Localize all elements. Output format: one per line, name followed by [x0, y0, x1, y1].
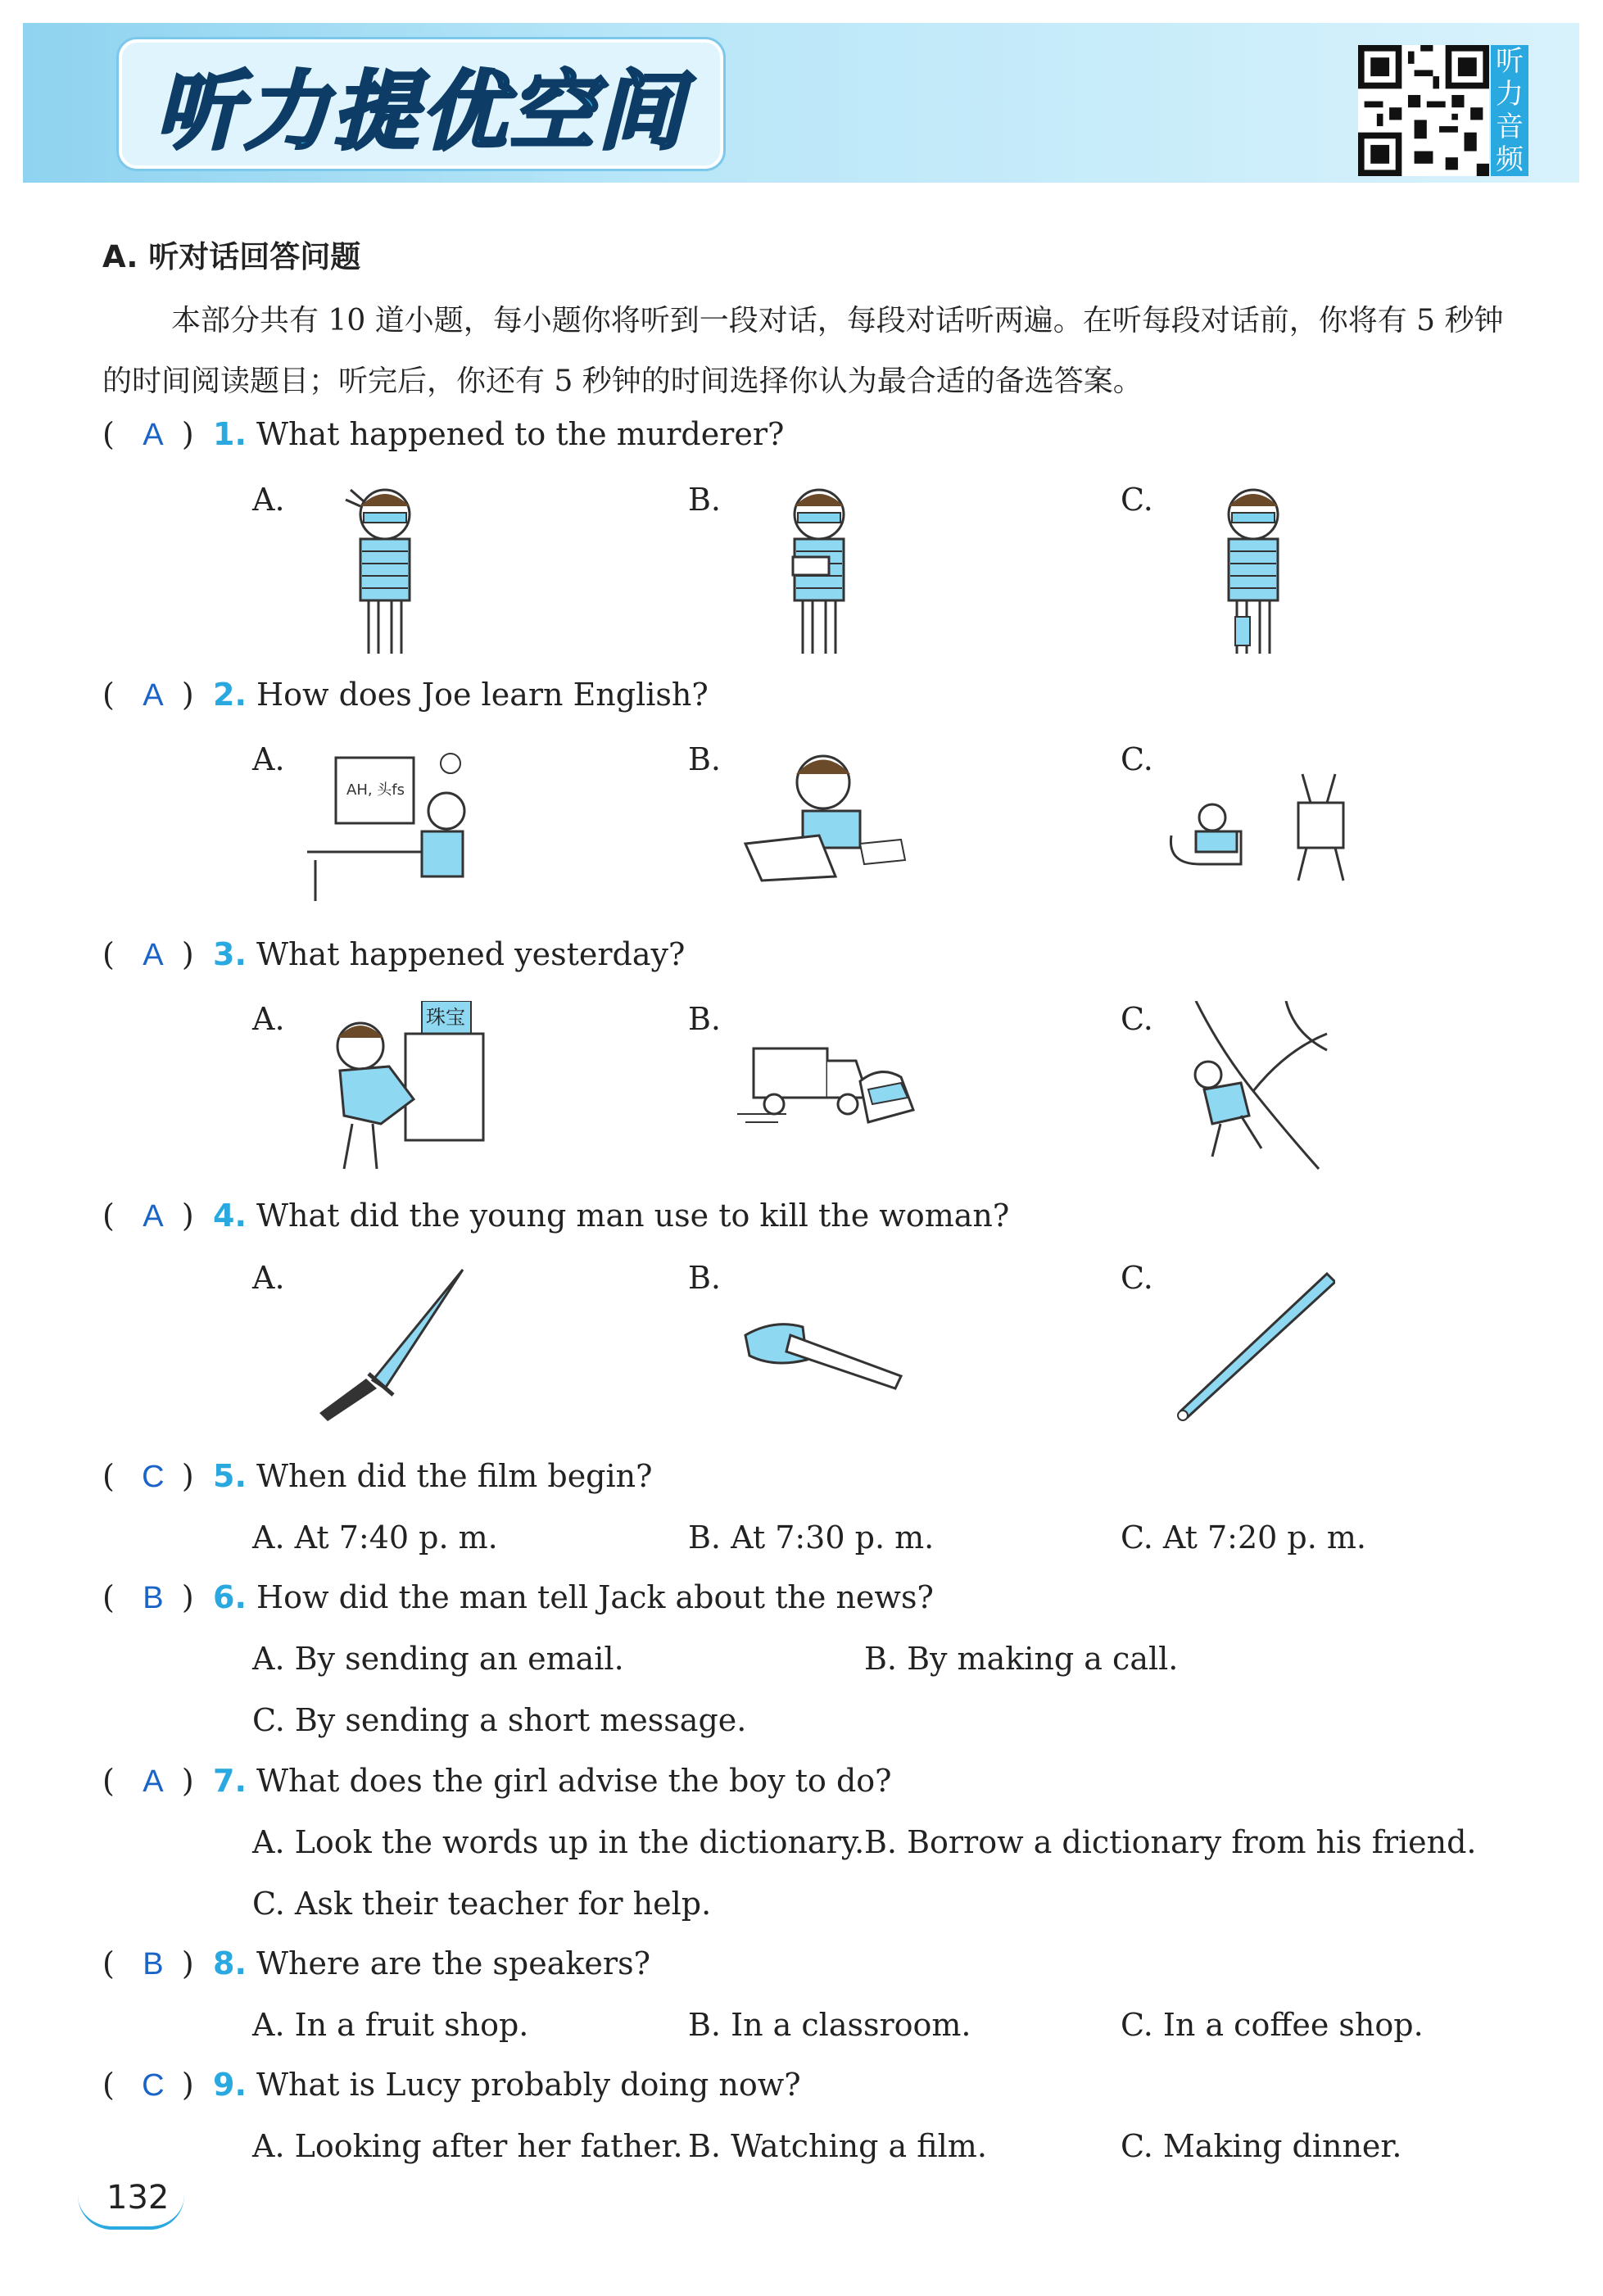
section-heading: A. 听对话回答问题 — [102, 239, 361, 274]
jewelry-robbery-illustration — [315, 1001, 487, 1173]
option-label: C. — [1121, 1001, 1153, 1037]
question-text: What is Lucy probably doing now? — [256, 2067, 801, 2103]
option-text: C. By sending a short message. — [252, 1702, 747, 1738]
option-text: A. Look the words up in the dictionary. — [252, 1824, 865, 1860]
car-accident-illustration — [737, 1032, 917, 1139]
answer-mark: A — [143, 1199, 164, 1234]
tv-watching-boy-illustration — [1167, 770, 1356, 885]
section-intro: 本部分共有 10 道小题，每小题你将听到一段对话，每段对话听两遍。在听每段对话前，你将有 5 秒钟的时间阅读题目；听完后，你还有 5 秒钟的时间选择你认为最合适的备选答案。 — [102, 304, 1504, 398]
option-label: A. — [252, 741, 285, 777]
option-label: B. — [688, 482, 722, 518]
question-text: What does the girl advise the boy to do? — [256, 1763, 892, 1799]
svg-text:AH, 头fs: AH, 头fs — [346, 781, 405, 799]
option-text: A. By sending an email. — [252, 1641, 624, 1677]
option-label: B. — [688, 1001, 722, 1037]
option-text: B. In a classroom. — [688, 2007, 971, 2043]
option-text: B. Watching a film. — [688, 2128, 987, 2164]
page-title: 听力提优空间 — [155, 61, 686, 161]
injured-head-boy-illustration — [328, 482, 442, 658]
answer-mark: C — [142, 1460, 165, 1494]
svg-text:珠宝: 珠宝 — [426, 1006, 465, 1029]
question-text: How does Joe learn English? — [256, 677, 709, 713]
book-reading-boy-illustration — [737, 745, 909, 885]
tree-climbing-illustration — [1163, 1001, 1352, 1173]
answer-mark: B — [143, 1947, 164, 1981]
page-number: 132 — [106, 2179, 170, 2217]
answer-mark: A — [143, 418, 164, 452]
answer-mark: A — [143, 938, 164, 972]
injured-arm-boy-illustration — [762, 482, 876, 658]
option-label: B. — [688, 1260, 722, 1296]
question-text: When did the film begin? — [256, 1458, 653, 1494]
qr-code[interactable] — [1358, 45, 1489, 176]
question-2: ( A ) 2. How does Joe learn English? — [102, 677, 709, 713]
question-text: What did the young man use to kill the woman? — [256, 1198, 1010, 1234]
question-text: What happened to the murderer? — [256, 416, 785, 452]
question-6: ( B ) 6. How did the man tell Jack about the news? — [102, 1579, 934, 1615]
option-label: C. — [1121, 1260, 1153, 1296]
baseball-bat-illustration — [1171, 1270, 1335, 1425]
option-label: A. — [252, 482, 285, 518]
question-5: ( C ) 5. When did the film begin? — [102, 1458, 653, 1494]
option-text: B. Borrow a dictionary from his friend. — [864, 1824, 1477, 1860]
answer-mark: A — [143, 1764, 164, 1799]
question-1: ( A ) 1. What happened to the murderer? — [102, 416, 785, 452]
option-label: A. — [252, 1001, 285, 1037]
option-label: C. — [1121, 741, 1153, 777]
title-banner — [119, 39, 723, 169]
option-text: A. At 7:40 p. m. — [252, 1519, 498, 1556]
qr-code-icon — [1358, 45, 1489, 176]
option-text: A. In a fruit shop. — [252, 2007, 529, 2043]
axe-illustration — [741, 1311, 905, 1393]
question-text: Where are the speakers? — [256, 1945, 650, 1981]
answer-mark: B — [143, 1581, 164, 1615]
question-3: ( A ) 3. What happened yesterday? — [102, 936, 686, 972]
option-text: B. At 7:30 p. m. — [688, 1519, 935, 1556]
question-text: How did the man tell Jack about the news? — [256, 1579, 934, 1615]
answer-mark: C — [142, 2068, 165, 2103]
option-label: C. — [1121, 482, 1153, 518]
option-text: C. Making dinner. — [1121, 2128, 1402, 2164]
qr-label: 听 力 音 频 — [1491, 45, 1528, 176]
question-text: What happened yesterday? — [256, 936, 686, 972]
option-text: C. In a coffee shop. — [1121, 2007, 1424, 2043]
option-text: C. At 7:20 p. m. — [1121, 1519, 1367, 1556]
computer-study-illustration — [307, 745, 479, 901]
question-4: ( A ) 4. What did the young man use to kill the woman? — [102, 1198, 1010, 1234]
option-text: A. Looking after her father. — [252, 2128, 683, 2164]
option-label: B. — [688, 741, 722, 777]
option-text: B. By making a call. — [864, 1641, 1179, 1677]
question-7: ( A ) 7. What does the girl advise the boy to do? — [102, 1763, 892, 1799]
injured-leg-boy-illustration — [1196, 482, 1311, 658]
option-label: A. — [252, 1260, 285, 1296]
option-text: C. Ask their teacher for help. — [252, 1886, 712, 1922]
question-8: ( B ) 8. Where are the speakers? — [102, 1945, 650, 1981]
question-9: ( C ) 9. What is Lucy probably doing now? — [102, 2067, 801, 2103]
answer-mark: A — [143, 678, 164, 713]
knife-illustration — [315, 1266, 471, 1429]
